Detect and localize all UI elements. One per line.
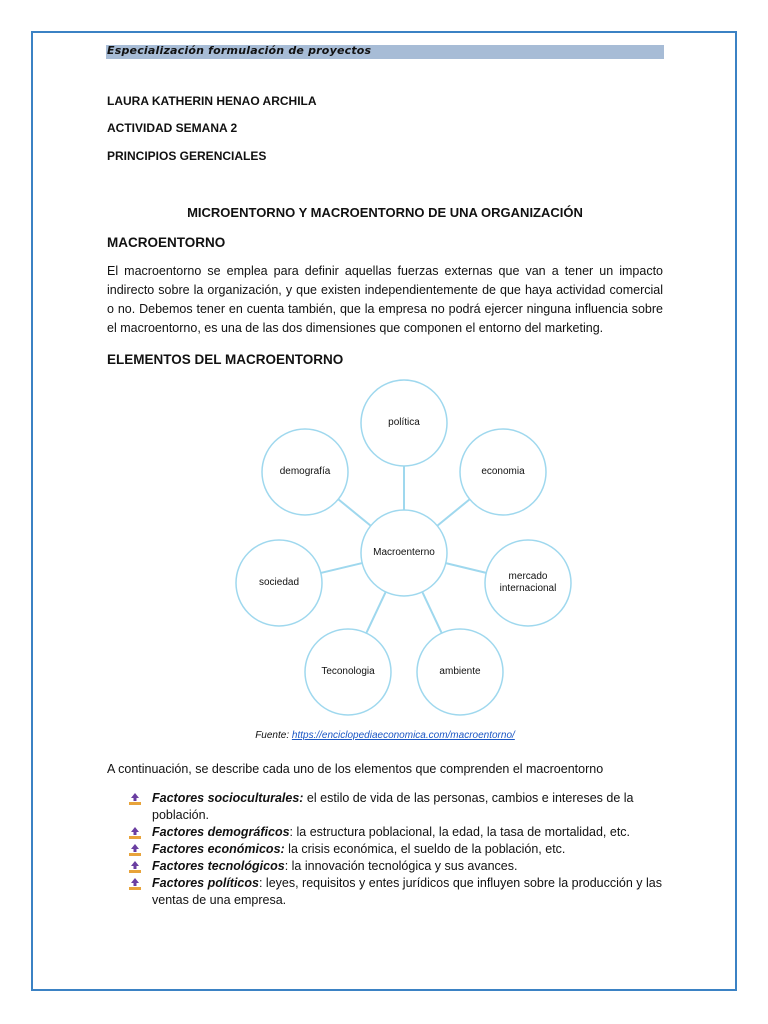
source-link[interactable]: https://enciclopediaeconomica.com/macroentorno/ bbox=[291, 730, 515, 741]
arrow-bullet-icon bbox=[128, 843, 142, 857]
factor-item bbox=[128, 841, 664, 858]
factor-description: : la estructura poblacional, la edad, la tasa de mortalidad, etc. bbox=[289, 825, 631, 839]
diagram-connector-5 bbox=[321, 563, 362, 573]
arrow-bullet-icon bbox=[128, 860, 142, 874]
source-citation bbox=[106, 730, 664, 741]
factor-item bbox=[128, 824, 664, 841]
diagram-connector-2 bbox=[446, 563, 486, 573]
factor-description: : leyes, requisitos y entes jurídicos que influyen sobre la producción y las ventas de una empresa. bbox=[152, 876, 662, 907]
section-heading-macroentorno: MACROENTORNO bbox=[107, 235, 226, 250]
diagram-connector-6 bbox=[338, 499, 370, 526]
activity-label: ACTIVIDAD SEMANA 2 bbox=[107, 121, 238, 135]
diagram-node-label-5: sociedad bbox=[258, 577, 300, 588]
macroentorno-paragraph: El macroentorno se emplea para definir aquellas fuerzas externas que van a tener un impacto indirecto sobre la organización, y que existen independientemente de que haya actividad comercial o no. Debemos tener en cuenta también, que la empresa no podrá ejercer ninguna influencia sobre el macroentorno, es una de las dos dimensiones que componen el entorno del marketing. bbox=[107, 264, 663, 335]
factor-item bbox=[128, 875, 664, 909]
diagram-node-label-0: política bbox=[388, 417, 420, 428]
document-title: MICROENTORNO Y MACROENTORNO DE UNA ORGANIZACIÓN bbox=[187, 205, 583, 220]
arrow-bullet-icon bbox=[128, 792, 142, 806]
diagram-connector-3 bbox=[422, 592, 441, 633]
factor-term: Factores socioculturales: bbox=[152, 791, 304, 805]
diagram-connector-4 bbox=[366, 592, 385, 633]
factors-intro: A continuación, se describe cada uno de los elementos que comprenden el macroentorno bbox=[107, 762, 604, 776]
diagram-node-label-4: Teconologia bbox=[321, 666, 375, 677]
section-heading-elementos: ELEMENTOS DEL MACROENTORNO bbox=[107, 352, 344, 367]
factors-list bbox=[128, 790, 664, 909]
diagram-node-label-6: demografía bbox=[279, 466, 331, 477]
factor-term: Factores demográficos bbox=[152, 825, 290, 839]
factor-description: la crisis económica, el sueldo de la población, etc. bbox=[284, 842, 566, 856]
diagram-node-label-3: ambiente bbox=[439, 666, 481, 677]
subject-label: PRINCIPIOS GERENCIALES bbox=[107, 149, 267, 163]
source-label: Fuente: bbox=[255, 730, 290, 741]
factor-description: : la innovación tecnológica y sus avances. bbox=[284, 859, 518, 873]
arrow-bullet-icon bbox=[128, 826, 142, 840]
factor-item bbox=[128, 790, 664, 824]
diagram-connector-1 bbox=[437, 499, 469, 526]
diagram-node-label-1: economia bbox=[481, 466, 525, 477]
author-name: LAURA KATHERIN HENAO ARCHILA bbox=[107, 94, 317, 108]
factor-term: Factores tecnológicos bbox=[152, 859, 285, 873]
arrow-bullet-icon bbox=[128, 877, 142, 891]
course-header: Especialización formulación de proyectos bbox=[107, 44, 372, 57]
factor-item bbox=[128, 858, 664, 875]
factor-term: Factores económicos: bbox=[152, 842, 285, 856]
factor-term: Factores políticos bbox=[152, 876, 259, 890]
diagram-center-label: Macroenterno bbox=[373, 547, 435, 558]
diagram-node-label-2: mercado internacional bbox=[499, 571, 557, 594]
factor-description: el estilo de vida de las personas, cambios e intereses de la población. bbox=[152, 791, 634, 822]
